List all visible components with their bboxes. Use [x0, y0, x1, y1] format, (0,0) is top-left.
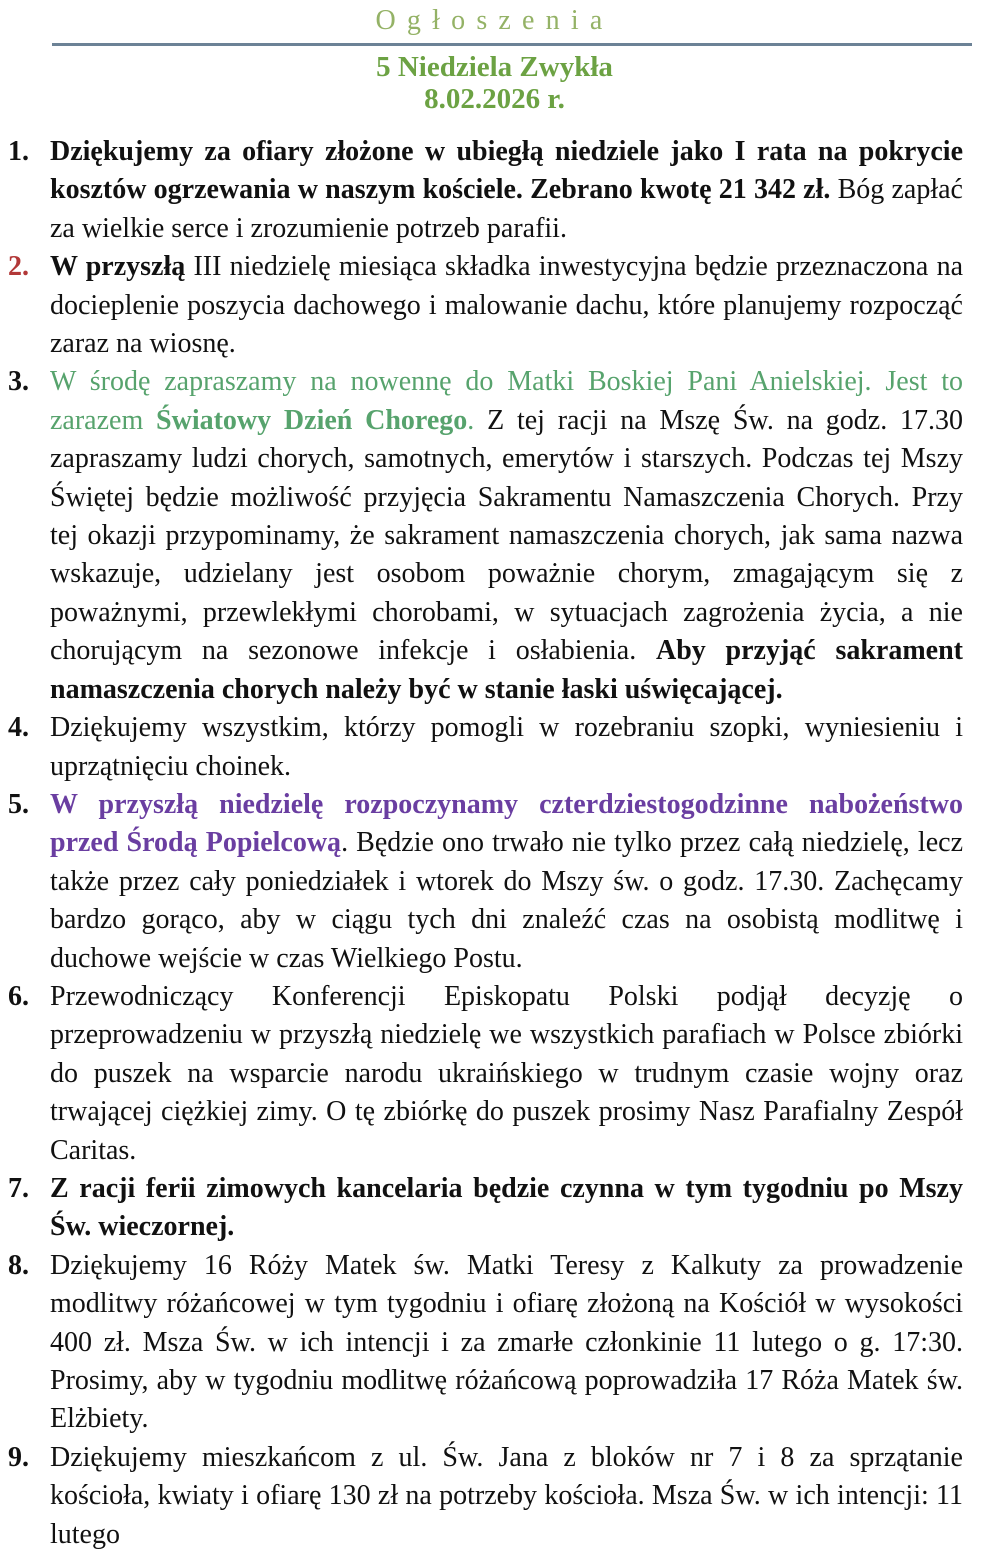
text-run: .	[467, 404, 488, 436]
sunday-title: 5 Niedziela Zwykła	[376, 51, 613, 83]
item-number: 2.	[8, 251, 29, 283]
item-number: 3.	[8, 366, 29, 398]
announcement-item	[8, 978, 963, 1170]
page-title: Ogłoszenia	[375, 5, 614, 36]
announcement-item	[8, 1170, 963, 1247]
item-number: 7.	[8, 1172, 29, 1204]
item-number: 8.	[8, 1249, 29, 1281]
text-run: Dziękujemy mieszkańcom z ul. Św. Jana z bloków nr 7 i 8 za sprzątanie kościoła, kwiaty i ofiarę 130 zł na potrzeby kościoła. Msza Św. w ich intencji: 11 lutego	[50, 1441, 963, 1550]
announcements-document	[0, 5, 989, 1554]
item-number: 6.	[8, 980, 29, 1012]
announcement-item	[8, 786, 963, 978]
date-line: 8.02.2026 r.	[424, 83, 565, 115]
text-run: Przewodniczący Konferencji Episkopatu Polski podjął decyzję o przeprowadzeniu w przyszłą niedzielę we wszystkich parafiach w Polsce zbiórki do puszek na wsparcie narodu ukraińskiego w trudnym czasie wojny oraz trwającej ciężkiej zimy. O tę zbiórkę do puszek prosimy Nasz Parafialny Zespół Caritas.	[50, 980, 963, 1166]
announcement-item	[8, 1439, 963, 1554]
announcement-item	[8, 133, 963, 248]
text-run: Światowy Dzień Chorego	[156, 404, 468, 436]
header-divider	[52, 43, 972, 46]
announcements-list	[0, 133, 989, 1554]
text-run: Dziękujemy 16 Róży Matek św. Matki Teresy z Kalkuty za prowadzenie modlitwy różańcowej w tym tygodniu i ofiarę złożoną na Kościół w wysokości 400 zł. Msza Św. w ich intencji i za zmarłe członkinie 11 lutego o g. 17:30. Prosimy, aby w tygodniu modlitwę różańcową poprowadziła 17 Róża Matek św. Elżbiety.	[50, 1249, 963, 1435]
text-run: W środę zapraszamy na nowennę do Matki Boskiej Pani Anielskiej. Jest to zarazem	[50, 366, 963, 436]
announcement-item	[8, 363, 964, 709]
item-number: 4.	[8, 712, 29, 744]
announcement-item	[8, 248, 963, 363]
item-number: 1.	[8, 136, 29, 167]
text-run: Dziękujemy wszystkim, którzy pomogli w rozebraniu szopki, wyniesieniu i uprzątnięciu choinek.	[50, 712, 963, 782]
text-run: W przyszłą	[50, 251, 194, 283]
text-run: Aby przyjąć sakrament namaszczenia chorych należy być w stanie łaski uświęcającej.	[50, 635, 963, 705]
item-number: 5.	[8, 788, 29, 820]
announcement-item	[8, 1247, 963, 1439]
text-run: III niedzielę miesiąca składka inwestycyjna będzie przeznaczona na docieplenie poszycia dachowego i malowanie dachu, które planujemy rozpocząć zaraz na wiosnę.	[50, 251, 963, 360]
text-run: Bóg zapłać za wielkie serce i zrozumienie potrzeb parafii.	[50, 174, 963, 244]
text-run: Dziękujemy za ofiary złożone w ubiegłą niedziele jako I rata na pokrycie kosztów ogrzewania w naszym kościele. Zebrano kwotę 21 342 zł.	[50, 136, 963, 206]
text-run: W przyszłą niedzielę rozpoczynamy czterdziestogodzinne nabożeństwo przed Środą Popielcową	[50, 788, 963, 859]
text-run: Z racji ferii zimowych kancelaria będzie czynna w tym tygodniu po Mszy Św. wieczornej.	[50, 1172, 963, 1243]
text-run: Z tej racji na Mszę Św. na godz. 17.30 zapraszamy ludzi chorych, samotnych, emerytów i starszych. Podczas tej Mszy Świętej będzie możliwość przyjęcia Sakramentu Namaszczenia Chorych. Przy tej okazji przypominamy, że sakrament namaszczenia chorych, jak sama nazwa wskazuje, udzielany jest osobom poważnie chorym, zmagającym się z poważnymi, przewlekłymi chorobami, w sytuacjach zagrożenia życia, a nie chorującym na sezonowe infekcje i osłabienia.	[50, 404, 964, 667]
text-run: . Będzie ono trwało nie tylko przez całą niedzielę, lecz także przez cały poniedziałek i wtorek do Mszy św. o godz. 17.30. Zachęcamy bardzo gorąco, aby w ciągu tych dni znaleźć czas na osobistą modlitwę i duchowe wejście w czas Wielkiego Postu.	[50, 827, 963, 974]
item-number: 9.	[8, 1441, 29, 1473]
announcement-item	[8, 709, 963, 786]
